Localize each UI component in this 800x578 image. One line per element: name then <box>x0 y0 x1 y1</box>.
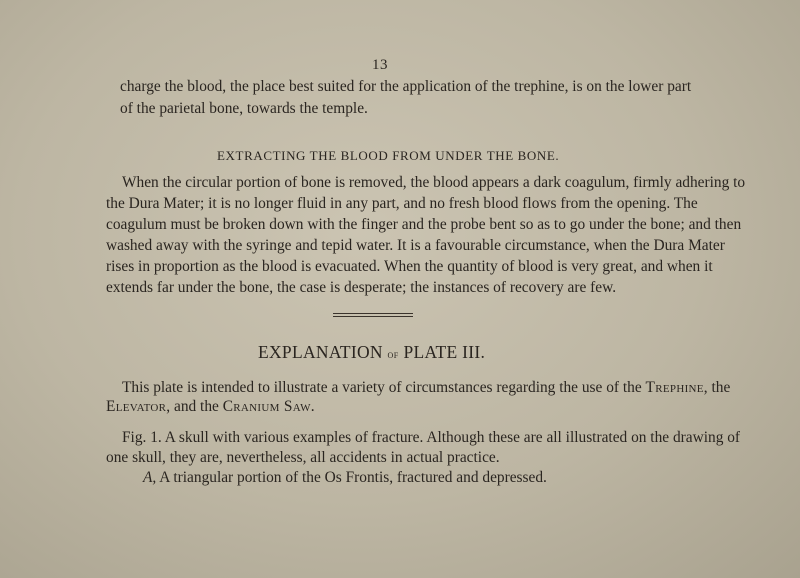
fig1-line-2: one skull, they are, nevertheless, all accidents in actual practice. <box>106 449 500 466</box>
page-number: 13 <box>372 57 388 73</box>
explanation-of: of <box>387 347 399 361</box>
explanation-word: EXPLANATION <box>258 342 383 362</box>
intro-line-2: of the parietal bone, towards the temple. <box>120 100 368 117</box>
section-line-5: rises in proportion as the blood is evacuated. When the quantity of blood is very great, and when it <box>106 258 713 275</box>
explanation-heading <box>258 342 485 363</box>
plate-intro-line-2 <box>106 397 315 417</box>
fig1-line-1: Fig. 1. A skull with various examples of fracture. Although these are all illustrated on the drawing of <box>122 429 741 446</box>
plate-intro-mid: , and the <box>166 398 223 415</box>
cranium-saw-term: Cranium Saw <box>222 398 311 415</box>
explanation-plate: PLATE III. <box>403 342 486 362</box>
plate-intro-line-1 <box>122 378 730 398</box>
plate-intro-text: This plate is intended to illustrate a variety of circumstances regarding the use of the <box>122 379 646 396</box>
item-a-letter: A, <box>143 469 157 486</box>
section-line-2: the Dura Mater; it is no longer fluid in any part, and no fresh blood flows from the opening. The <box>106 195 698 212</box>
intro-line-1: charge the blood, the place best suited for the application of the trephine, is on the lower part <box>120 78 692 95</box>
plate-intro-line1-end: , the <box>703 379 731 396</box>
section-line-6: extends far under the bone, the case is desperate; the instances of recovery are few. <box>106 279 617 296</box>
trephine-term: Trephine <box>645 379 704 396</box>
section-heading: EXTRACTING THE BLOOD FROM UNDER THE BONE. <box>217 148 560 163</box>
divider-rule-top <box>333 313 413 314</box>
item-a-text: A triangular portion of the Os Frontis, fractured and depressed. <box>156 469 547 486</box>
section-line-3: coagulum must be broken down with the finger and the probe bent so as to go under the bone; and then <box>106 216 742 233</box>
section-line-1: When the circular portion of bone is removed, the blood appears a dark coagulum, firmly adhering to <box>122 174 746 191</box>
item-a-line <box>143 468 547 488</box>
section-line-4: washed away with the syringe and tepid water. It is a favourable circumstance, when the Dura Mater <box>106 237 725 254</box>
divider-rule-bottom <box>333 316 413 317</box>
plate-intro-line2-end: . <box>310 398 315 415</box>
elevator-term: Elevator <box>106 398 167 415</box>
